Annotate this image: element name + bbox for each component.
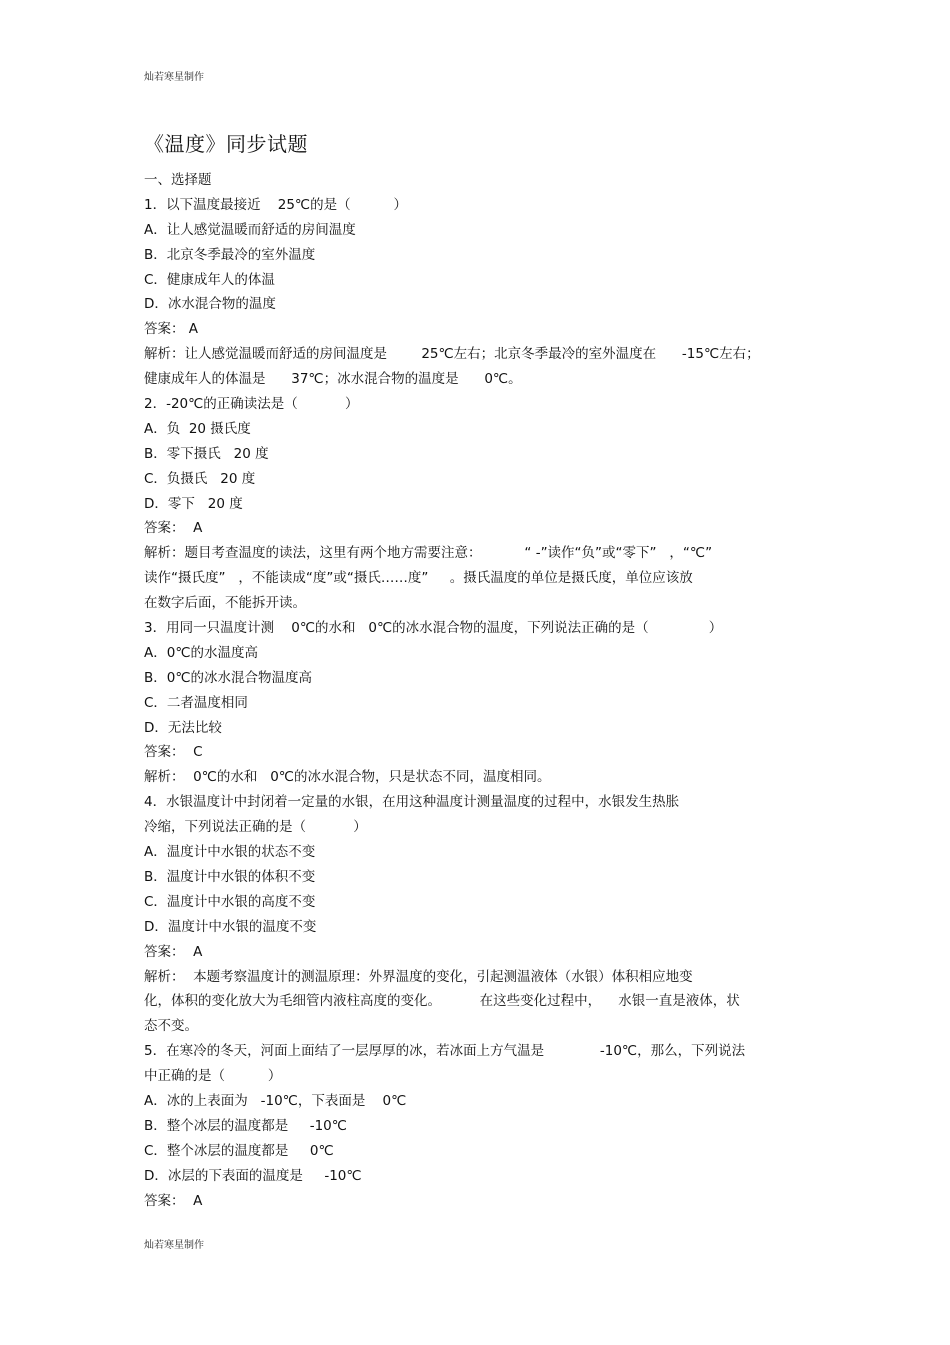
- text-line: 冷缩，下列说法正确的是（ ）: [144, 819, 367, 836]
- text-line: C．负摄氏 20 度: [144, 470, 256, 487]
- text-line: C．健康成年人的体温: [144, 271, 275, 288]
- page-title: 《温度》同步试题: [144, 132, 308, 156]
- text-line: 3．用同一只温度计测 0℃的水和 0℃的冰水混合物的温度，下列说法正确的是（ ）: [144, 620, 723, 637]
- text-line: A．让人感觉温暖而舒适的房间温度: [144, 221, 356, 238]
- text-line: 一、选择题: [144, 172, 212, 188]
- text-line: B．温度计中水银的体积不变: [144, 868, 316, 885]
- text-line: 化，体积的变化放大为毛细管内液柱高度的变化。 在这些变化过程中， 水银一直是液体，状: [144, 993, 740, 1010]
- text-line: 5．在寒冷的冬天，河面上面结了一层厚厚的冰，若冰面上方气温是 -10℃，那么，下列说法: [144, 1043, 746, 1060]
- text-line: 答案： A: [144, 520, 203, 537]
- text-line: A．冰的上表面为 -10℃，下表面是 0℃: [144, 1092, 407, 1109]
- text-line: 解析：题目考查温度的读法，这里有两个地方需要注意： “ -”读作“负”或“零下” ，“℃”: [144, 545, 713, 562]
- text-line: B．北京冬季最冷的室外温度: [144, 246, 316, 263]
- text-line: 健康成年人的体温是 37℃；冰水混合物的温度是 0℃。: [144, 371, 522, 388]
- text-line: 态不变。: [144, 1018, 198, 1035]
- text-line: D．零下 20 度: [144, 495, 243, 512]
- text-line: 答案： C: [144, 744, 203, 761]
- text-line: 解析： 0℃的水和 0℃的冰水混合物，只是状态不同，温度相同。: [144, 769, 551, 786]
- document-body: [144, 168, 804, 1213]
- text-line: B．0℃的冰水混合物温度高: [144, 669, 313, 686]
- text-line: A．负 20 摄氏度: [144, 420, 251, 437]
- text-line: 解析：让人感觉温暖而舒适的房间温度是 25℃左右；北京冬季最冷的室外温度在 -15℃左右；: [144, 346, 760, 363]
- text-line: 答案： A: [144, 943, 203, 960]
- text-line: C．整个冰层的温度都是 0℃: [144, 1142, 334, 1159]
- text-line: 答案： A: [144, 1192, 203, 1209]
- text-line: B．零下摄氏 20 度: [144, 445, 269, 462]
- text-line: D．冰水混合物的温度: [144, 296, 276, 313]
- text-line: B．整个冰层的温度都是 -10℃: [144, 1117, 347, 1134]
- text-line: 中正确的是（ ）: [144, 1068, 282, 1085]
- text-line: 读作“摄氏度” ，不能读成“度”或“摄氏……度” 。摄氏温度的单位是摄氏度，单位应该放: [144, 570, 693, 587]
- text-line: D．冰层的下表面的温度是 -10℃: [144, 1167, 362, 1184]
- text-line: A．0℃的水温度高: [144, 644, 258, 661]
- text-line: C．二者温度相同: [144, 694, 248, 711]
- text-line: 1．以下温度最接近 25℃的是（ ）: [144, 196, 408, 213]
- text-line: A．温度计中水银的状态不变: [144, 844, 316, 861]
- page-footer: 灿若寒星制作: [144, 1240, 204, 1251]
- text-line: 解析： 本题考察温度计的测温原理：外界温度的变化，引起测温液体（水银）体积相应地变: [144, 968, 693, 985]
- text-line: 4．水银温度计中封闭着一定量的水银，在用这种温度计测量温度的过程中，水银发生热胀: [144, 794, 680, 811]
- page-header: 灿若寒星制作: [144, 72, 204, 83]
- text-line: C．温度计中水银的高度不变: [144, 893, 316, 910]
- text-line: 在数字后面，不能拆开读。: [144, 595, 306, 612]
- text-line: 答案： A: [144, 321, 199, 338]
- text-line: D．温度计中水银的温度不变: [144, 918, 317, 935]
- text-line: 2．-20℃的正确读法是（ ）: [144, 396, 359, 413]
- text-line: D．无法比较: [144, 719, 222, 736]
